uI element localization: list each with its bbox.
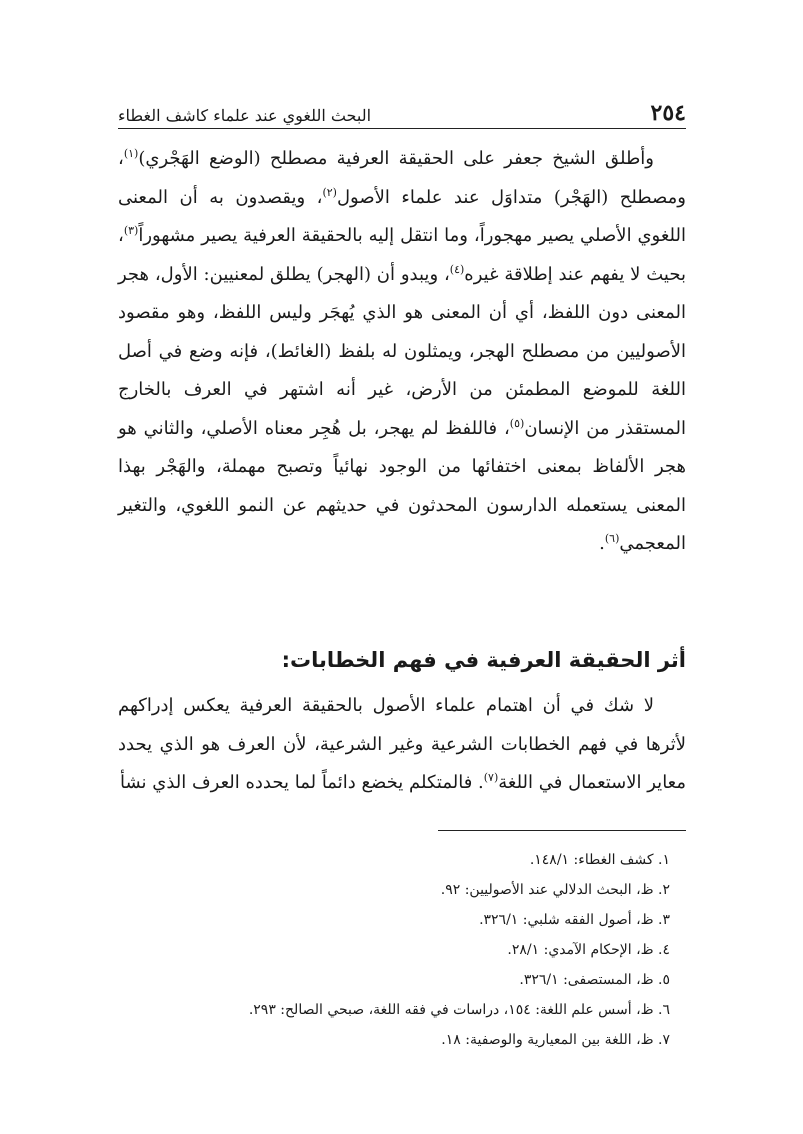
footnote-separator — [438, 830, 686, 831]
text-run: ، ومصطلح (الهَجْر) متداوَل عند علماء الأصول — [118, 148, 686, 208]
footnote-7: ٧. ظ، اللغة بين المعيارية والوصفية: ١٨. — [441, 1032, 670, 1048]
footnote-ref-1: (١) — [123, 147, 139, 160]
text-run: . فالمتكلم يخضع دائماً لما يحدده العرف الذي نشأ — [119, 772, 484, 793]
footnote-ref-6: (٦) — [604, 532, 620, 545]
page-number: ٢٥٤ — [650, 100, 686, 126]
running-header-title: البحث اللغوي عند علماء كاشف الغطاء — [118, 106, 372, 125]
footnote-5: ٥. ظ، المستصفى: ٣٢٦/١. — [519, 972, 670, 988]
footnote-ref-7: (٧) — [483, 771, 499, 784]
text-run: وأطلق الشيخ جعفر على الحقيقة العرفية مصطلح (الوضع الهَجْري) — [138, 148, 654, 169]
text-run: . — [599, 533, 605, 554]
body-text-2 — [118, 687, 686, 803]
header-rule — [118, 128, 686, 129]
text-run: ، ويبدو أن (الهجر) يطلق لمعنيين: الأول، هجر المعنى دون اللفظ، أي أن المعنى هو الذي يُهجَر وليس اللفظ، وهو مقصود الأصوليين من مصطلح الهجر، ويمثلون له بلفظ (الغائط)، فإنه وضع في أصل اللغة للموضع المطمئن من الأرض، غير أنه اشتهر في العرف بالخارج المستقذر من الإنسان — [118, 263, 686, 439]
footnote-ref-3: (٣) — [123, 224, 139, 237]
footnote-ref-2: (٢) — [322, 185, 337, 199]
footnote-ref-5: (٥) — [509, 416, 525, 430]
footnote-ref-4: (٤) — [449, 262, 465, 276]
footnote-2: ٢. ظ، البحث الدلالي عند الأصوليين: ٩٢. — [440, 882, 670, 898]
text-run: لا شك في أن اهتمام علماء الأصول بالحقيقة العرفية يعكس إدراكهم لأثرها في فهم الخطابات الشرعية وغير الشرعية، لأن العرف هو الذي يحدد معاير الاستعمال في اللغة — [118, 695, 686, 793]
footnote-1: ١. كشف الغطاء: ١٤٨/١. — [529, 852, 670, 868]
paragraph-2 — [118, 687, 686, 803]
text-run: ، بحيث لا يفهم عند إطلاقة غيره — [118, 225, 686, 285]
section-heading: أثر الحقيقة العرفية في فهم الخطابات: — [281, 648, 686, 672]
footnote-3: ٣. ظ، أصول الفقه شلبي: ٣٢٦/١. — [479, 912, 670, 928]
body-text — [118, 140, 686, 564]
paragraph-1 — [118, 140, 686, 564]
footnote-6: ٦. ظ، أسس علم اللغة: ١٥٤، دراسات في فقه اللغة، صبحي الصالح: ٢٩٣. — [248, 1002, 670, 1018]
footnote-4: ٤. ظ، الإحكام الآمدي: ٢٨/١. — [507, 942, 670, 958]
text-run: ، فاللفظ لم يهجر، بل هُجِر معناه الأصلي، والثاني هو هجر الألفاظ بمعنى اختفائها من الوجود نهائياً وتصبح مهملة، والهَجْر بهذا المعنى يستعمله الدارسون المحدثون في حديثهم عن النمو اللغوي، والتغير المعجمي — [118, 417, 686, 554]
running-header — [118, 92, 686, 124]
text-run: ، ويقصدون به أن المعنى اللغوي الأصلي يصير مهجوراً، وما انتقل إليه بالحقيقة العرفية يصير مشهوراً — [118, 186, 686, 246]
footnotes-list — [118, 845, 686, 1055]
